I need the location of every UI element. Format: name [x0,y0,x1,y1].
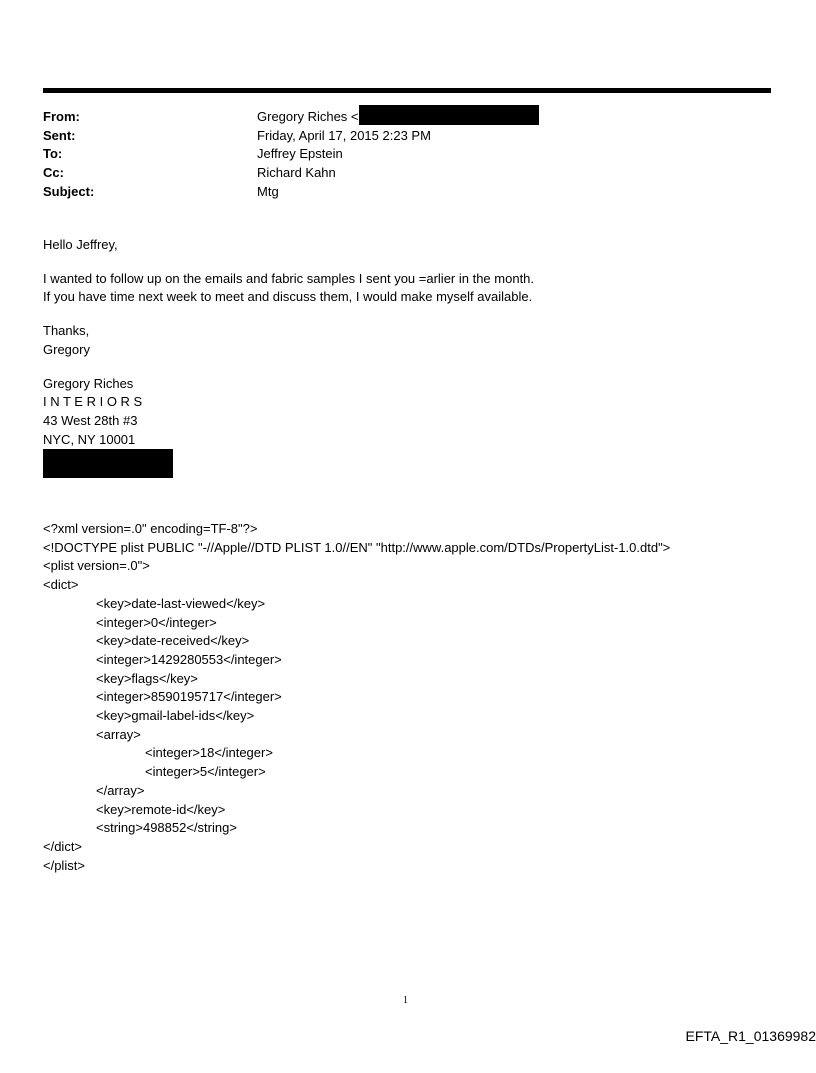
cc-row [43,164,539,183]
closing-name: Gregory [43,341,90,357]
redaction-box [43,449,173,478]
cc-value: Richard Kahn [257,165,336,181]
plist-line: <!DOCTYPE plist PUBLIC "-//Apple//DTD PLIST 1.0//EN" "http://www.apple.com/DTDs/PropertyList-1.0.dtd"> [43,539,671,555]
sent-value: Friday, April 17, 2015 2:23 PM [257,127,431,143]
plist-line: <key>flags</key> [96,670,198,686]
plist-line: <integer>0</integer> [96,614,217,630]
to-value: Jeffrey Epstein [257,146,343,162]
plist-line: <integer>5</integer> [145,764,266,780]
signature-company: I N T E R I O R S [43,394,143,410]
plist-line: <integer>1429280553</integer> [96,651,282,667]
signature-city: NYC, NY 10001 [43,431,136,447]
email-header [43,108,539,201]
plist-line: <?xml version=.0" encoding=TF-8"?> [43,521,258,536]
plist-line: <integer>8590195717</integer> [96,689,282,705]
redaction-box [359,105,539,125]
to-label: To: [43,146,63,162]
plist-line: <plist version=.0"> [43,558,150,574]
plist-block [43,520,670,875]
plist-line: <key>gmail-label-ids</key> [96,708,255,724]
from-value: Gregory Riches < [257,109,359,124]
plist-line: <dict> [43,577,79,593]
plist-line: <key>remote-id</key> [96,801,226,817]
from-row [43,108,539,127]
plist-line: </array> [96,782,145,798]
subject-row [43,183,539,202]
from-label: From: [43,109,80,124]
subject-value: Mtg [257,183,279,199]
plist-line: <integer>18</integer> [145,745,273,761]
plist-line: <array> [96,726,141,742]
signature-name: Gregory Riches [43,375,134,391]
signature-address: 43 West 28th #3 [43,412,138,428]
document-id: EFTA_R1_01369982 [685,1028,816,1044]
page-number: 1 [403,995,408,1006]
body-line: If you have time next week to meet and discuss them, I would make myself available. [43,289,533,305]
to-row [43,145,539,164]
cc-label: Cc: [43,165,64,181]
sent-label: Sent: [43,127,76,143]
subject-label: Subject: [43,183,95,199]
plist-line: <string>498852</string> [96,820,237,836]
closing: Thanks, [43,323,90,339]
plist-line: </dict> [43,838,83,854]
plist-line: </plist> [43,857,85,873]
email-body [43,236,534,478]
sent-row [43,127,539,146]
greeting: Hello Jeffrey, [43,237,118,252]
plist-line: <key>date-last-viewed</key> [96,595,266,611]
header-rule [43,88,771,93]
body-line: I wanted to follow up on the emails and fabric samples I sent you =arlier in the month. [43,270,535,286]
plist-line: <key>date-received</key> [96,633,250,649]
